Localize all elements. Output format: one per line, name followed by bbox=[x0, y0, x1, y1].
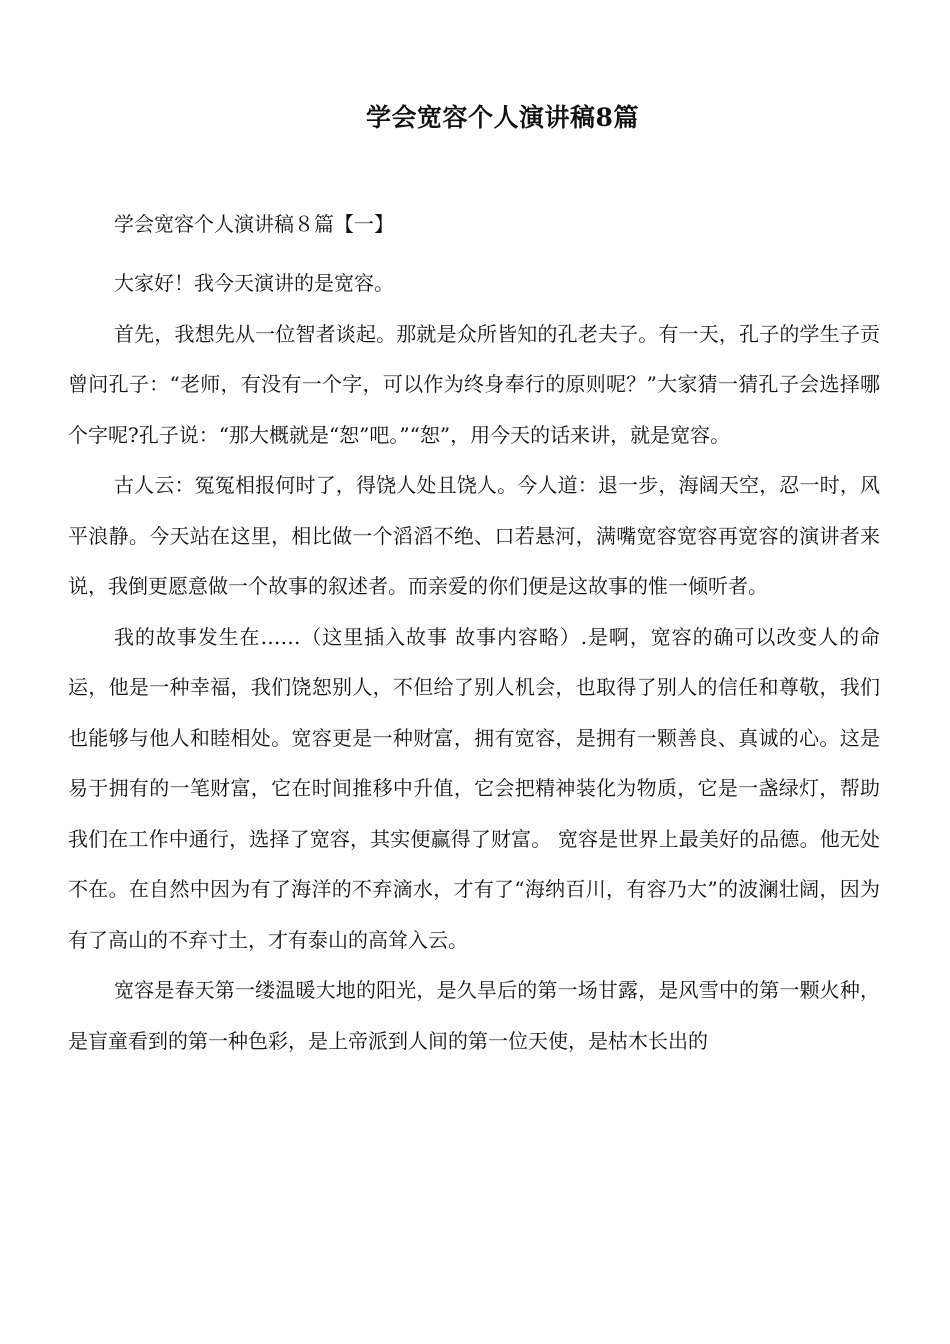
section-heading: 学会宽容个人演讲稿８篇【一】 bbox=[114, 212, 394, 236]
document-body bbox=[68, 210, 880, 1066]
paragraph-confucius: 首先，我想先从一位智者谈起。那就是众所皆知的孔老夫子。有一天，孔子的学生子贡曾问孔子：“老师，有没有一个字，可以作为终身奉行的原则呢？”大家猜一猜孔子会选择哪个字呢?孔子说：“那大概就是“恕”吧。”“恕”，用今天的话来讲，就是宽容。 bbox=[68, 321, 880, 447]
paragraph-ancients: 古人云：冤冤相报何时了，得饶人处且饶人。今人道：退一步，海阔天空，忍一时，风平浪静。今天站在这里，相比做一个滔滔不绝、口若悬河，满嘴宽容宽容再宽容的演讲者来说，我倒更愿意做一个故事的叙述者。而亲爱的你们便是这故事的惟一倾听者。 bbox=[68, 473, 880, 598]
paragraph-story: 我的故事发生在……（这里插入故事 故事内容略）.是啊，宽容的确可以改变人的命运，他是一种幸福，我们饶恕别人，不但给了别人机会，也取得了别人的信任和尊敬，我们也能够与他人和睦相处。宽容更是一种财富，拥有宽容，是拥有一颗善良、真诚的心。这是易于拥有的一笔财富，它在时间推移中升值，它会把精神装化为物质，它是一盏绿灯，帮助我们在工作中通行，选择了宽容，其实便赢得了财富。 宽容是世界上最美好的品德。他无处不在。在自然中因为有了海洋的不弃滴水，才有了“海纳百川，有容乃大”的波澜壮阔，因为有了高山的不弃寸土，才有泰山的高耸入云。 bbox=[68, 624, 880, 952]
paragraph-greeting: 大家好！我今天演讲的是宽容。 bbox=[114, 271, 394, 295]
document-title: 学会宽容个人演讲稿8篇 bbox=[366, 103, 639, 132]
paragraph-spring: 宽容是春天第一缕温暖大地的阳光，是久旱后的第一场甘露，是风雪中的第一颗火种，是盲童看到的第一种色彩，是上帝派到人间的第一位天使，是枯木长出的 bbox=[68, 978, 880, 1053]
